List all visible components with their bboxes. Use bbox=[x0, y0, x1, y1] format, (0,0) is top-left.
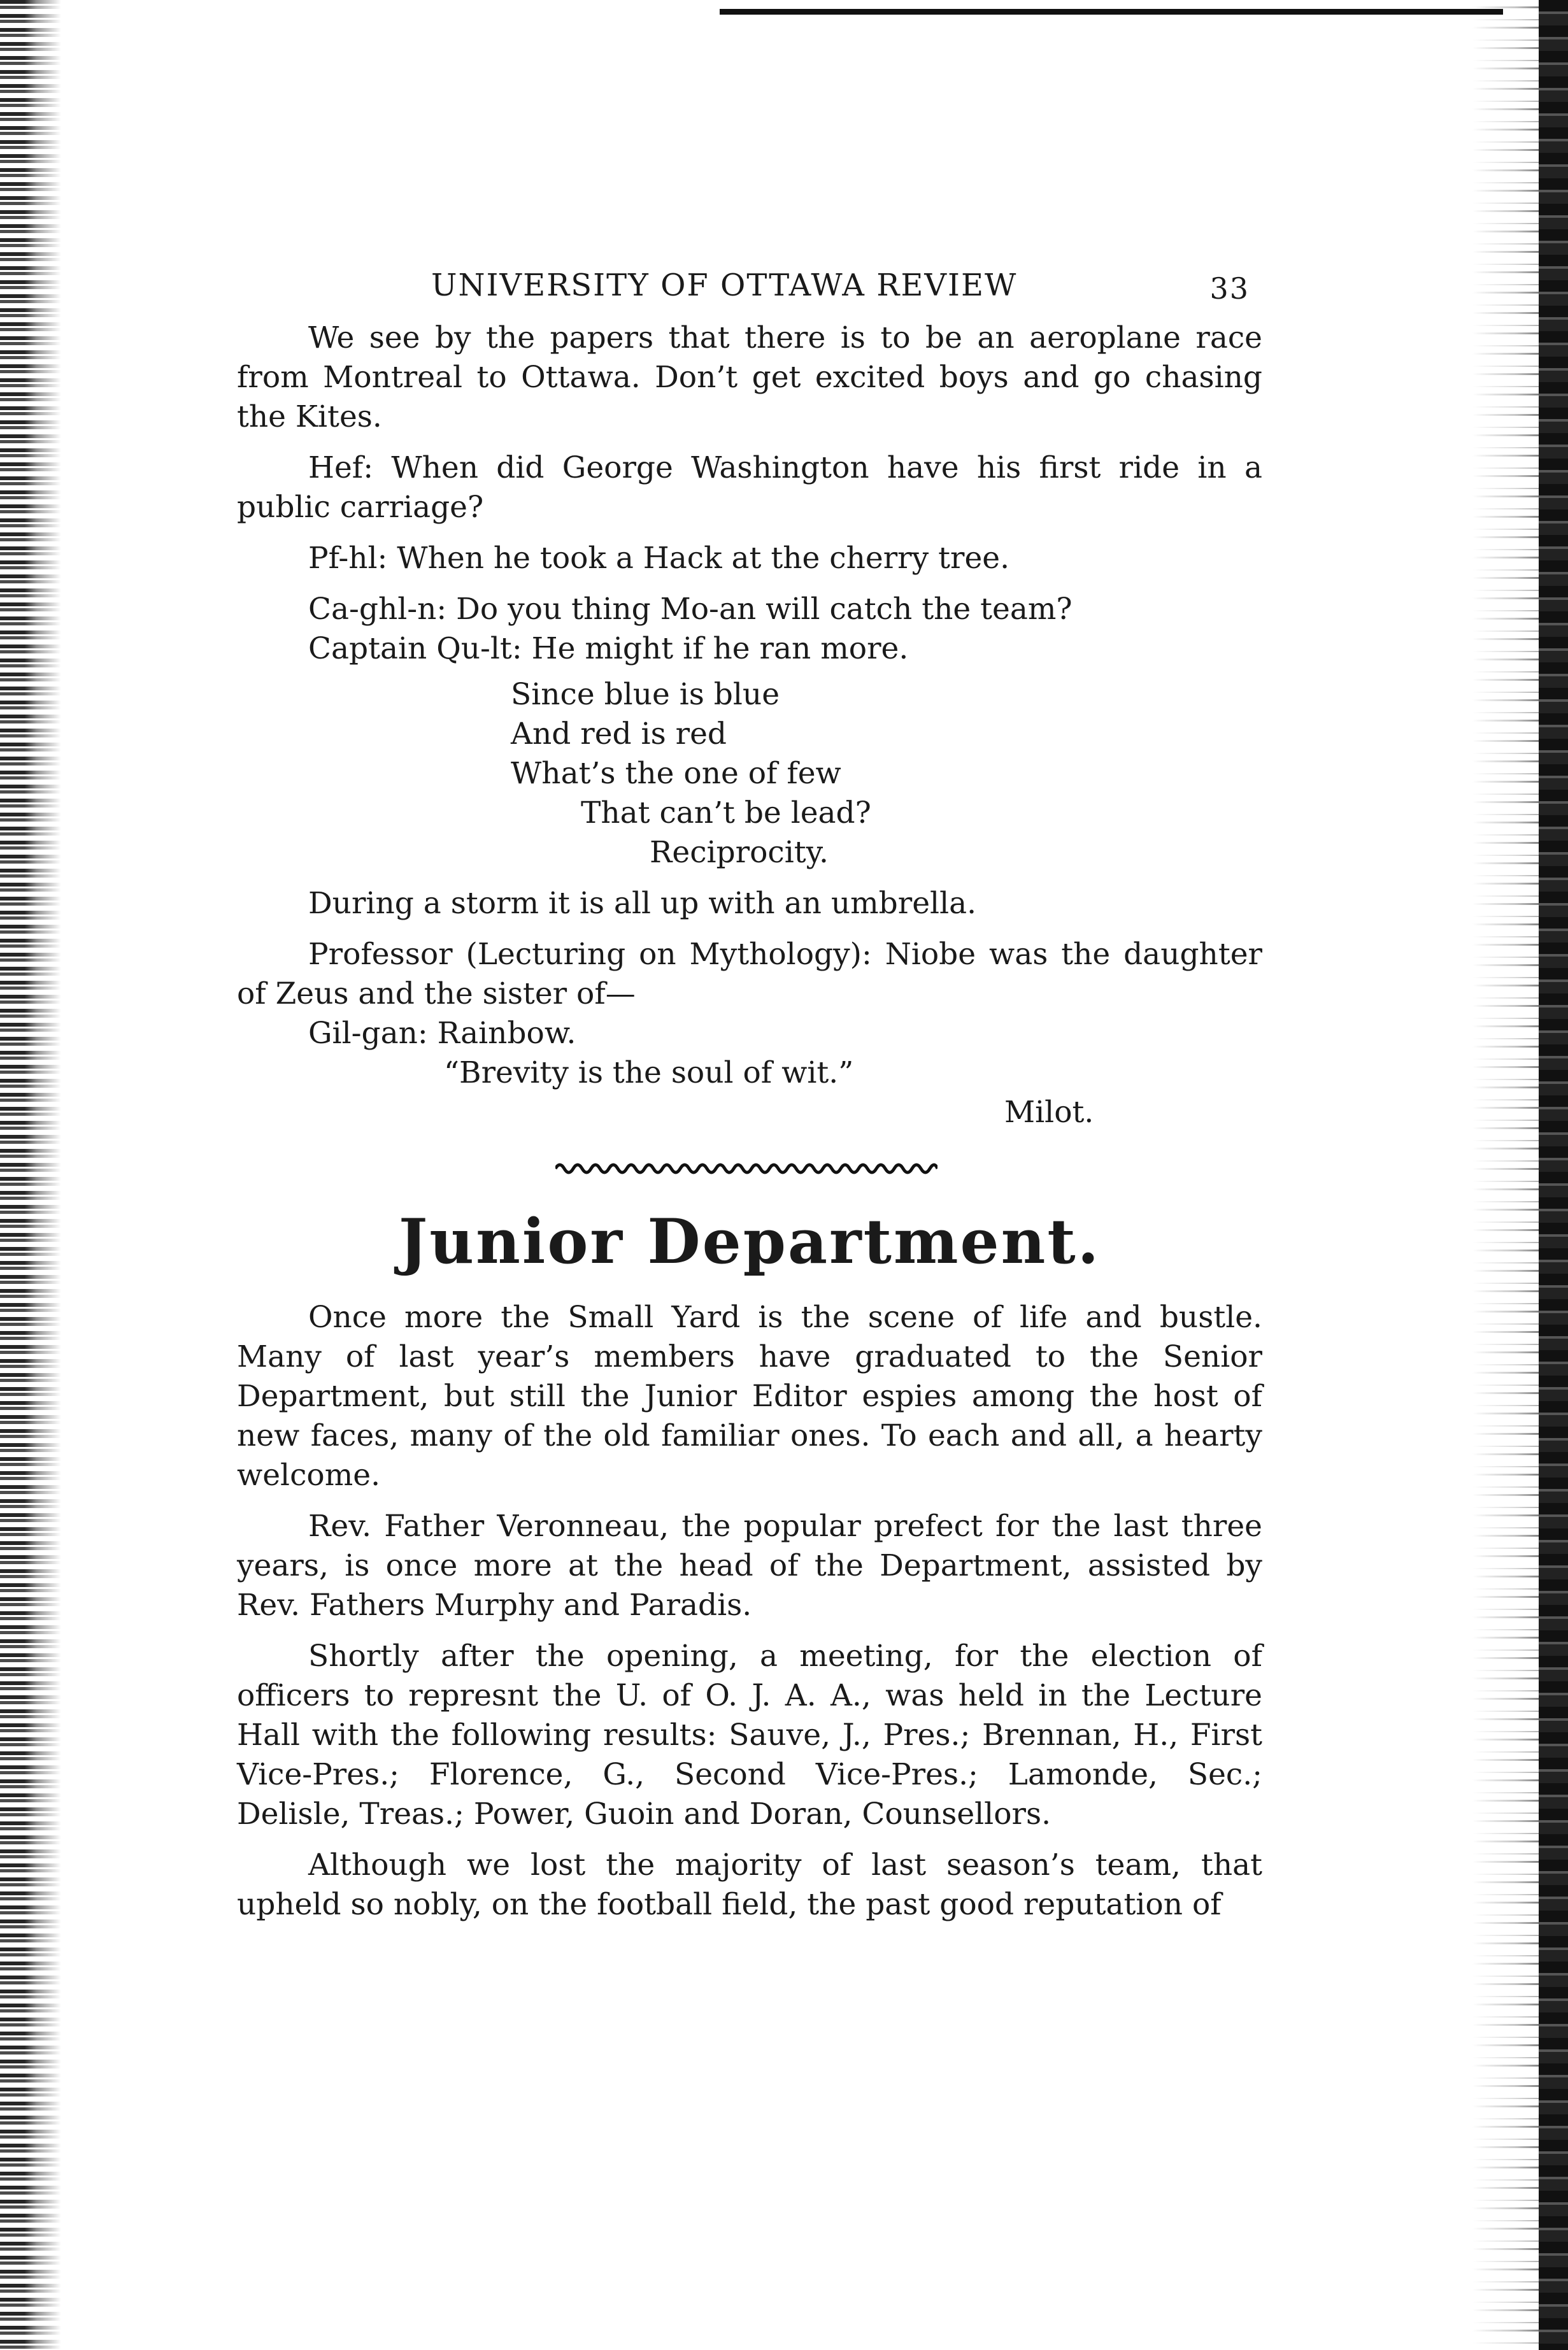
section-paragraph-3: Shortly after the opening, a meeting, for the election of officers to represnt the U. of O. J. A. A., was held in the Lecture Hall with the following results: Sauve, J., Pres.; Brennan, H., First Vice-Pres.; Florence, G., Second Vice-Pres.; Lamonde, Sec.; Delisle, Treas.; Power, Guoin and Doran, Counsellors. bbox=[237, 1639, 1262, 1832]
joke-caghln-question: Ca-ghl-n: Do you thing Mo-an will catch the team? bbox=[308, 592, 1073, 627]
joke-pfhl-answer: Pf-hl: When he took a Hack at the cherry tree. bbox=[308, 541, 1010, 576]
scan-edge-right-dark bbox=[1539, 0, 1568, 2350]
joke-quilt-answer: Captain Qu-lt: He might if he ran more. bbox=[308, 631, 909, 666]
page-number: 33 bbox=[1209, 271, 1250, 306]
signature: Milot. bbox=[1004, 1095, 1094, 1130]
poem-line-5: Reciprocity. bbox=[650, 835, 829, 870]
section-paragraph-4: Although we lost the majority of last season’s team, that upheld so nobly, on the football field, the past good reputation of bbox=[237, 1848, 1262, 1922]
joke-gilgan: Gil-gan: Rainbow. bbox=[308, 1016, 576, 1051]
section-paragraph-1: Once more the Small Yard is the scene of life and bustle. Many of last year’s members have graduated to the Senior Department, but still the Junior Editor espies among the host of new faces, many of the old familiar ones. To each and all, a hearty welcome. bbox=[237, 1300, 1262, 1493]
wavy-divider bbox=[555, 1159, 937, 1178]
joke-professor: Professor (Lecturing on Mythology): Niobe was the daughter of Zeus and the sister of— bbox=[237, 937, 1262, 1011]
section-title: Junior Department. bbox=[398, 1206, 1101, 1278]
running-title: UNIVERSITY OF OTTAWA REVIEW bbox=[431, 267, 1018, 303]
page-content bbox=[237, 267, 1262, 1925]
running-header bbox=[237, 267, 1262, 318]
joke-aeroplane: We see by the papers that there is to be an aeroplane race from Montreal to Ottawa. Don’t get excited boys and go chasing the Kites. bbox=[237, 320, 1262, 434]
brevity-quote: “Brevity is the soul of wit.” bbox=[444, 1055, 854, 1090]
poem-line-1: Since blue is blue bbox=[511, 677, 780, 712]
poem-line-3: What’s the one of few bbox=[511, 756, 841, 791]
section-paragraph-2: Rev. Father Veronneau, the popular prefect for the last three years, is once more at the head of the Department, assisted by Rev. Fathers Murphy and Paradis. bbox=[237, 1509, 1262, 1623]
poem-line-2: And red is red bbox=[511, 716, 727, 751]
scan-top-rule bbox=[720, 9, 1503, 15]
poem-line-4: That can’t be lead? bbox=[581, 795, 871, 830]
joke-hef-question: Hef: When did George Washington have his first ride in a public carriage? bbox=[237, 450, 1262, 525]
scan-edge-left bbox=[0, 0, 61, 2350]
joke-umbrella: During a storm it is all up with an umbrella. bbox=[308, 886, 977, 921]
